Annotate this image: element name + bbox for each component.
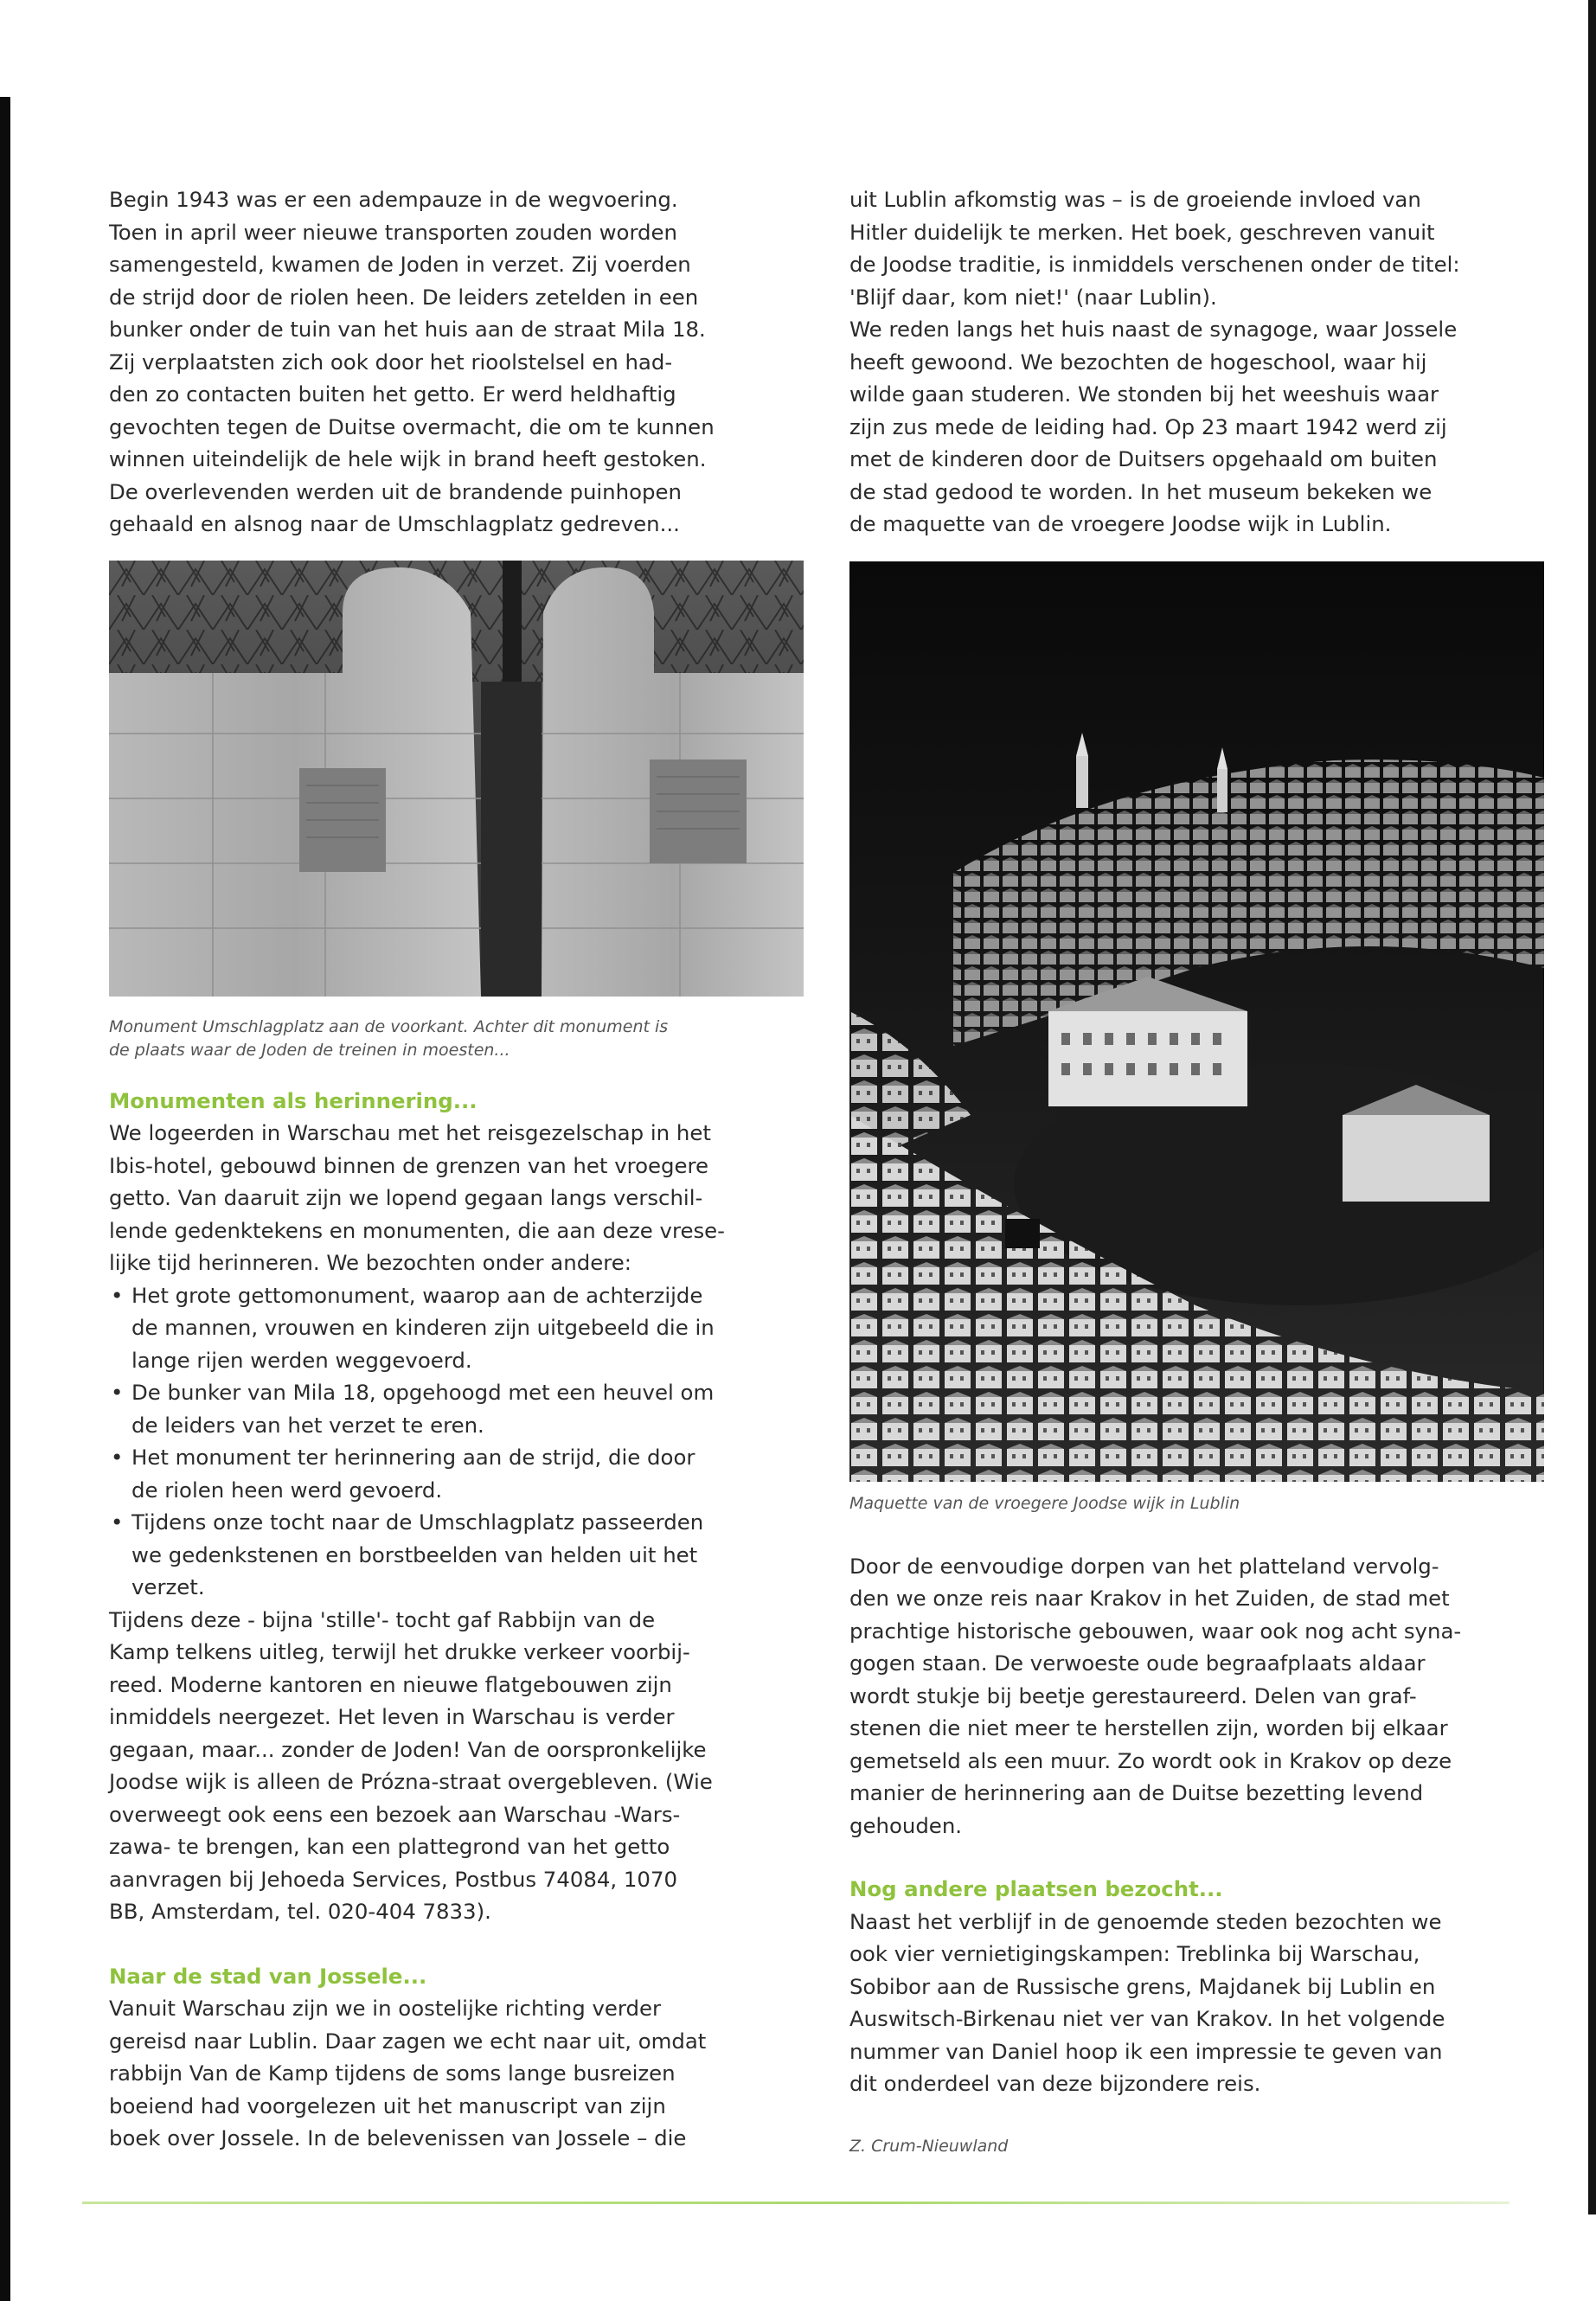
left-column [109,183,801,2155]
right-column [849,183,1542,2158]
monument-photo-caption: Monument Umschlagplatz aan de voorkant. Achter dit monument is de plaats waar de Joden de treinen in moesten... [109,1016,669,1060]
bottom-rule [82,2202,1509,2204]
monumenten-intro-paragraph: We logeerden in Warschau met het reisgezelschap in het Ibis-hotel, gebouwd binnen de grenzen van het vroegere getto. Van daaruit zijn we lopend gegaan langs verschil- lende gedenktekens en monumenten, die aan deze vrese- lijke tijd herinneren. We bezochten onder andere: [109,1120,725,1275]
monumenten-closing-paragraph: Tijdens deze - bijna 'stille'- tocht gaf Rabbijn van de Kamp telkens uitleg, terwijl het drukke verkeer voorbij- reed. Moderne kantoren en nieuwe flatgebouwen zijn inmiddels neergezet. Het leven in Warschau is verder gegaan, maar... zonder de Joden! Van de oorspronkelijke Joodse wijk is alleen de Prózna-straat overgebleven. (Wie overweegt ook eens een bezoek aan Warschau -Wars- zawa- te brengen, kan een plattegrond van het getto aanvragen bij Jehoeda Services, Postbus 74084, 1070 BB, Amsterdam, tel. 020-404 7833). [109,1606,713,1924]
list-item: • Het grote gettomonument, waarop aan de achterzijde de mannen, vrouwen en kinderen zijn uitgebeeld die in lange rijen werden weggevoerd. [109,1279,801,1377]
monuments-list [109,1279,801,1604]
lublin-paragraph: uit Lublin afkomstig was – is de groeiende invloed van Hitler duidelijk te merken. Het boek, geschreven vanuit de Joodse traditie, is inmiddels verschenen onder de titel: 'Blijf daar, kom niet!' (naar Lublin). We reden langs het huis naast de synagoge, waar Jossele heeft gewoond. We bezochten de hogeschool, waar hij wilde gaan studeren. We stonden bij het weeshuis waar zijn zus mede de leiding had. Op 23 maart 1942 werd zij met de kinderen door de Duitsers opgehaald om buiten de stad gedood te worden. In het museum bekeken we de maquette van de vroegere Joodse wijk in Lublin. [849,187,1460,536]
andere-plaatsen-paragraph: Naast het verblijf in de genoemde steden bezochten we ook vier vernietigingskampen: Treblinka bij Warschau, Sobibor aan de Russische grens, Majdanek bij Lublin en Auswitsch-Birkenau niet ver van Krakov. In het volgende nummer van Daniel hoop ik een impressie te geven van dit onderdeel van deze bijzondere reis. [849,1908,1445,2096]
author-signature: Z. Crum-Nieuwland [849,2136,1009,2156]
list-item: • Het monument ter herinnering aan de strijd, die door de riolen heen werd gevoerd. [109,1441,801,1506]
umschlagplatz-monument-photo [109,561,804,997]
scan-edge-left [0,97,10,2301]
section-heading-andere-plaatsen: Nog andere plaatsen bezocht... [849,1876,1223,1901]
maquette-photo-caption: Maquette van de vroegere Joodse wijk in Lublin [849,1493,1240,1513]
section-heading-monumenten: Monumenten als herinnering... [109,1087,478,1113]
list-item: • De bunker van Mila 18, opgehoogd met een heuvel om de leiders van het verzet te eren. [109,1376,801,1441]
scan-edge-right [1588,0,1596,2214]
section-heading-jossele: Naar de stad van Jossele... [109,1963,427,1989]
intro-paragraph: Begin 1943 was er een adempauze in de wegvoering. Toen in april weer nieuwe transporten zouden worden samengesteld, kwamen de Joden in verzet. Zij voerden de strijd door de riolen heen. De leiders zetelden in een bunker onder de tuin van het huis aan de straat Mila 18. Zij verplaatsten zich ook door het rioolstelsel en had- den zo contacten buiten het getto. Er werd heldhaftig gevochten tegen de Duitse overmacht, die om te kunnen winnen uiteindelijk de hele wijk in brand heeft gestoken. De overlevenden werden uit de brandende puinhopen gehaald en alsnog naar de Umschlagplatz gedreven... [109,187,715,536]
list-item: • Tijdens onze tocht naar de Umschlagplatz passeerden we gedenkstenen en borstbeelden van helden uit het verzet. [109,1506,801,1604]
jossele-paragraph: Vanuit Warschau zijn we in oostelijke richting verder gereisd naar Lublin. Daar zagen we echt naar uit, omdat rabbijn Van de Kamp tijdens de soms lange busreizen boeiend had voorgelezen uit het manuscript van zijn boek over Jossele. In de belevenissen van Jossele – die [109,1996,707,2150]
krakov-paragraph: Door de eenvoudige dorpen van het platteland vervolg- den we onze reis naar Krakov in het Zuiden, de stad met prachtige historische gebouwen, waar ook nog acht syna- gogen staan. De verwoeste oude begraafplaats aldaar wordt stukje bij beetje gerestaureerd. Delen van graf- stenen die niet meer te herstellen zijn, worden bij elkaar gemetseld als een muur. Zo wordt ook in Krakov op deze manier de herinnering aan de Duitse bezetting levend gehouden. [849,1553,1462,1838]
lublin-maquette-photo [849,561,1544,1482]
